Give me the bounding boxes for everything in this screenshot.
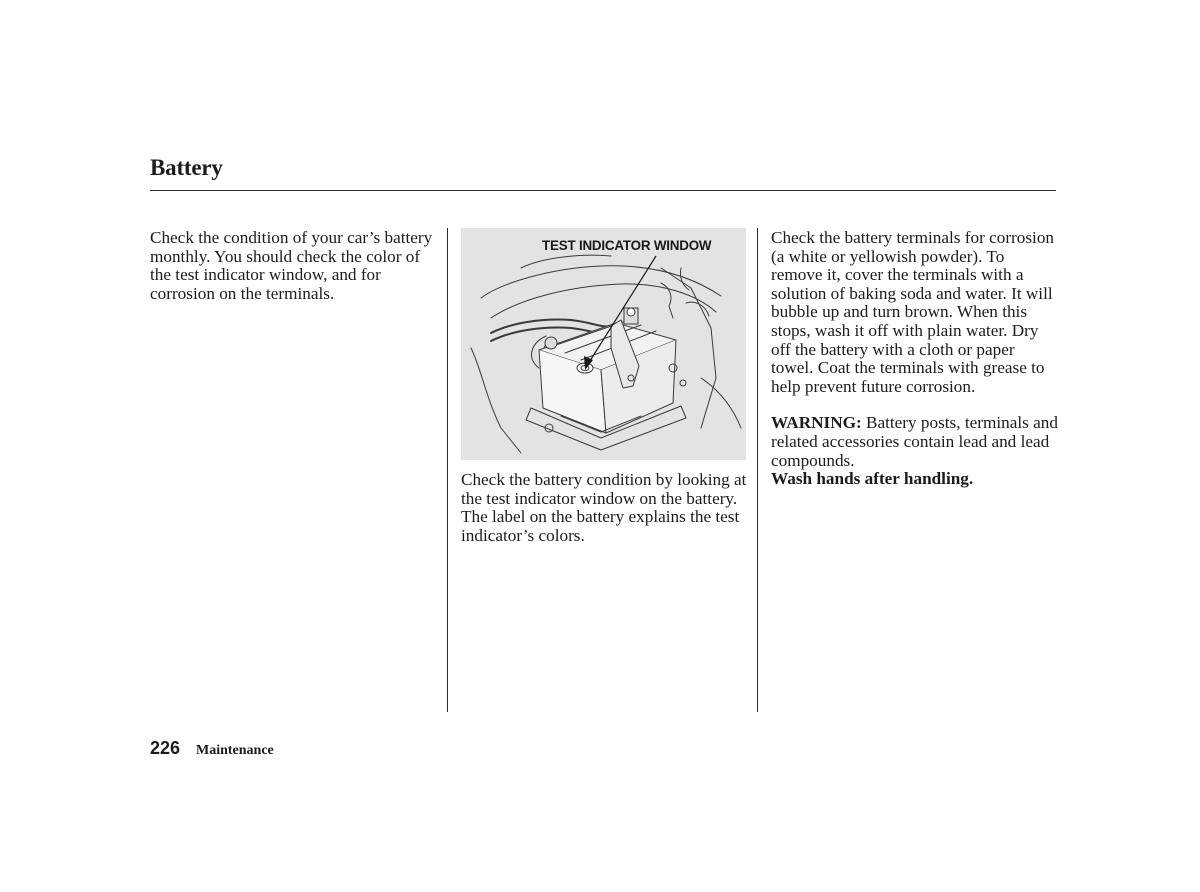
page-title: Battery [150,155,223,180]
title-rule [150,190,1056,191]
column-divider-right [757,228,758,712]
page-number: 226 [150,738,181,758]
figure-callout-label: TEST INDICATOR WINDOW [542,238,712,253]
condition-paragraph: Check the battery condition by looking at the test indicator window on the battery. [461,470,747,508]
column-divider-left [447,228,448,712]
left-column [150,229,442,303]
battery-illustration [461,228,746,460]
warning-paragraph [771,414,1059,488]
corrosion-paragraph: Check the battery terminals for corrosion (a white or yellowish powder). To remove it, cover the terminals with a solution of baking soda and water. It will bubble up and turn brown. When this stops, wash it off with plain water. Dry off the battery with a cloth or paper towel. Coat the terminals with grease to help prevent future corrosion. [771,228,1055,396]
warning-text: Battery posts, terminals and related accessories contain lead and lead compounds. [771,413,1058,470]
warning-emphasis: Wash hands after handling. [771,469,974,489]
intro-paragraph: Check the condition of your car’s battery monthly. You should check the color of the test indicator window, and for corrosion on the terminals. [150,228,433,303]
right-column [771,229,1059,489]
section-name: Maintenance [196,743,274,758]
engine-bay-drawing [461,228,746,460]
middle-column-text [461,471,753,545]
warning-label: WARNING: [771,413,862,433]
label-paragraph: The label on the battery explains the test indicator’s colors. [461,507,740,545]
